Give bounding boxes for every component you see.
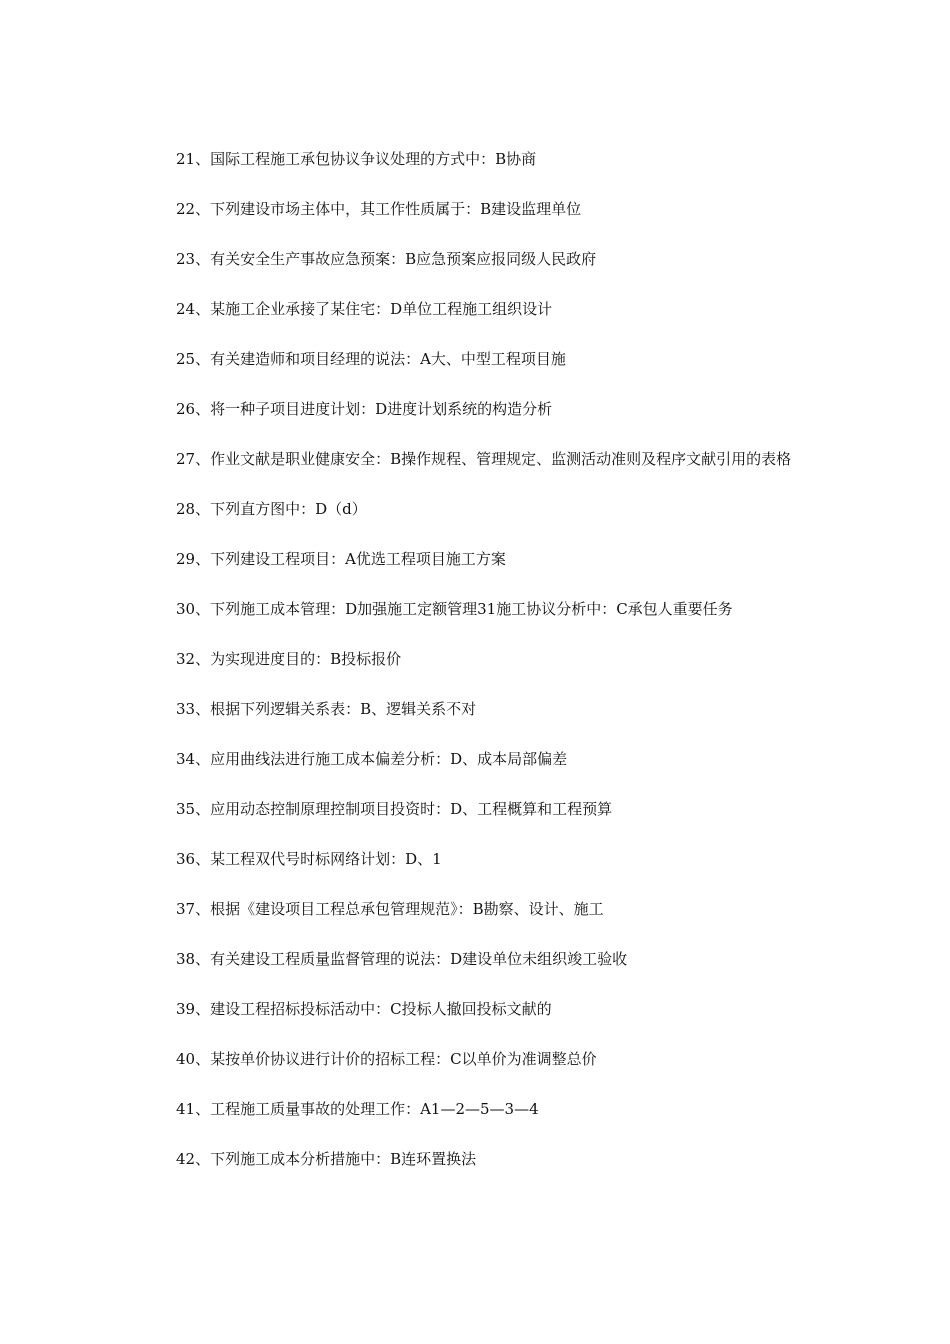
answer-item-41: 41、工程施工质量事故的处理工作：A1—2—5—3—4 — [176, 1100, 539, 1118]
answer-item-25: 25、有关建造师和项目经理的说法：A大、中型工程项目施 — [176, 350, 566, 368]
answer-item-21: 21、国际工程施工承包协议争议处理的方式中：B协商 — [176, 150, 537, 168]
answer-item-29: 29、下列建设工程项目：A优选工程项目施工方案 — [176, 550, 506, 568]
answer-item-32: 32、为实现进度目的：B投标报价 — [176, 650, 402, 668]
answer-item-28: 28、下列直方图中：D（d） — [176, 500, 367, 518]
answer-item-34: 34、应用曲线法进行施工成本偏差分析：D、成本局部偏差 — [176, 750, 568, 768]
answer-item-26: 26、将一种子项目进度计划：D进度计划系统的构造分析 — [176, 400, 553, 418]
answer-item-37: 37、根据《建设项目工程总承包管理规范》：B勘察、设计、施工 — [176, 900, 604, 918]
answer-item-23: 23、有关安全生产事故应急预案：B应急预案应报同级人民政府 — [176, 250, 597, 268]
answer-item-24: 24、某施工企业承接了某住宅：D单位工程施工组织设计 — [176, 300, 553, 318]
answer-item-38: 38、有关建设工程质量监督管理的说法：D建设单位未组织竣工验收 — [176, 950, 628, 968]
answer-item-40: 40、某按单价协议进行计价的招标工程：C以单价为准调整总价 — [176, 1050, 597, 1068]
answer-item-30: 30、下列施工成本管理：D加强施工定额管理31施工协议分析中：C承包人重要任务 — [176, 600, 733, 618]
answer-item-22: 22、下列建设市场主体中，其工作性质属于：B建设监理单位 — [176, 200, 582, 218]
answer-item-39: 39、建设工程招标投标活动中：C投标人撤回投标文献的 — [176, 1000, 552, 1018]
answer-list — [145, 146, 810, 1196]
answer-item-33: 33、根据下列逻辑关系表：B、逻辑关系不对 — [176, 700, 477, 718]
answer-item-36: 36、某工程双代号时标网络计划：D、1 — [176, 850, 442, 868]
answer-item-35: 35、应用动态控制原理控制项目投资时：D、工程概算和工程预算 — [176, 800, 613, 818]
answer-item-27: 27、作业文献是职业健康安全：B操作规程、管理规定、监测活动准则及程序文献引用的表格 — [176, 450, 792, 468]
answer-item-42: 42、下列施工成本分析措施中：B连环置换法 — [176, 1150, 477, 1168]
